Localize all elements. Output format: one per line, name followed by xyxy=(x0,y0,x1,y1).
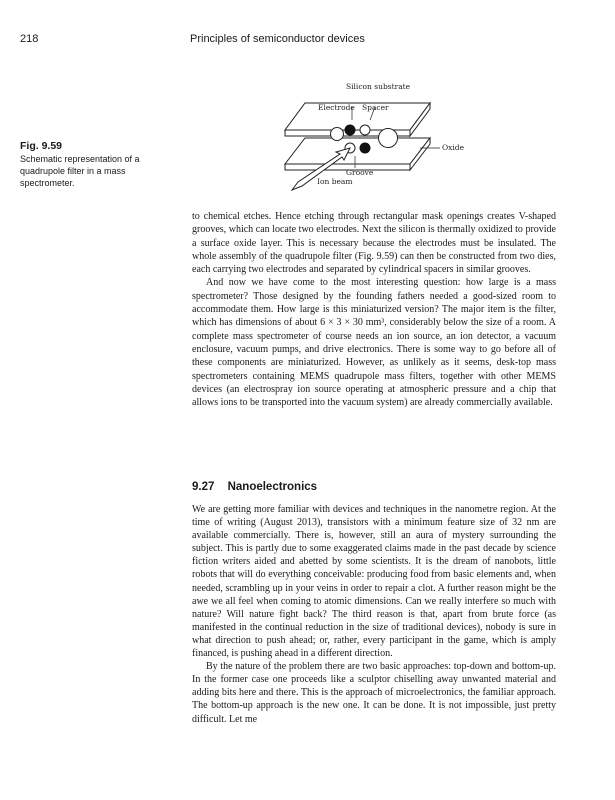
label-electrode: Electrode xyxy=(318,103,355,112)
paragraph: By the nature of the problem there are two basic approaches: top-down and bottom-up. In the former case one proceeds like a sculptor chiselling away unwanted material and adding bits here and there. This is the approach of microelectronics, the familiar approach. The bottom-up approach is the new one. It can be done. It is not impossible, just pretty difficult. Let me xyxy=(192,661,556,725)
electrode-bottom-right xyxy=(360,143,370,153)
section-title: Nanoelectronics xyxy=(227,481,318,493)
electrode-top-right xyxy=(360,125,370,135)
page-header xyxy=(0,33,615,49)
spacer-left xyxy=(331,128,344,141)
running-head: Principles of semiconductor devices xyxy=(190,33,365,45)
top-die-face xyxy=(285,103,430,130)
page-number: 218 xyxy=(20,33,39,45)
paragraph: to chemical etches. Hence etching through rectangular mask openings creates V-shaped grooves, which can locate two electrodes. Next the silicon is thermally oxidized to provide a surface oxide layer. This is necessary because the electrodes must be insulated. The whole assembly of the quadrupole filter (Fig. 9.59) can then be constructed from two dies, each carrying two electrodes and separated by cylindrical spacers in similar grooves. xyxy=(192,211,556,276)
section-number: 9.27 xyxy=(192,481,215,493)
label-ion-beam: Ion beam xyxy=(317,177,353,186)
quadrupole-filter-figure xyxy=(270,68,470,193)
paragraph: And now we have come to the most interesting question: how large is a mass spectrometer? Those designed by the founding fathers needed a good-sized room to accommodate them. How large is this miniaturized version? The major item is the filter, which has dimensions of about 6 × 3 × 30 mm³, considerably below the size of a room. A complete mass spectrometer of course needs an ion source, an ion detector, a vacuum enclosure, vacuum pumps, and drive electronics. There is some way to go before all of these components are miniaturized. However, as unlikely as it seems, desk-top mass spectrometers containing MEMS quadrupole mass filters, together with other MEMS devices (an electrospray ion source operating at atmospheric pressure and a chip that allows ions to be transported into the vacuum system) are already commercially available. xyxy=(192,277,556,409)
figure-caption xyxy=(20,140,180,189)
figure-caption-text: Schematic representation of a quadrupole filter in a mass spectrometer. xyxy=(20,154,140,188)
paragraph: We are getting more familiar with devices and techniques in the nanometre region. At the time of writing (August 2013), transistors with a minimum feature size of 32 nm are available commercially. There is, however, still an aura of mystery surrounding the subject. This is partly due to some exaggerated claims made in the past decade by science fiction writers aided and abetted by some scientists. It is the dream of nanobots, little robots that will do everything conceivable: producing food from basic elements and, when needed, scrambling up in your veins in order to repair a clot. A further reason might be the awe we all feel when coming to atomic dimensions. Can we really interfere so much with nature? Will nature fight back? The third reason is that, apart from brute force (as manifested in the continual reduction in the size of traditional devices), nobody is sure in what direction to push ahead; or, rather, every participant in the game, which is amply financed, is pushing ahead in a different direction. xyxy=(192,504,556,660)
body-text-lower xyxy=(192,503,556,726)
bottom-die-face xyxy=(285,138,430,164)
figure-label: Fig. 9.59 xyxy=(20,140,63,152)
spacer-right xyxy=(379,129,398,148)
label-groove: Groove xyxy=(346,168,374,177)
electrode-top-left xyxy=(345,125,355,135)
label-oxide: Oxide xyxy=(442,143,465,152)
quadrupole-diagram xyxy=(270,68,470,193)
body-text-upper xyxy=(192,210,556,409)
label-spacer: Spacer xyxy=(362,103,389,112)
label-silicon-substrate: Silicon substrate xyxy=(346,82,411,91)
section-heading xyxy=(192,481,556,493)
